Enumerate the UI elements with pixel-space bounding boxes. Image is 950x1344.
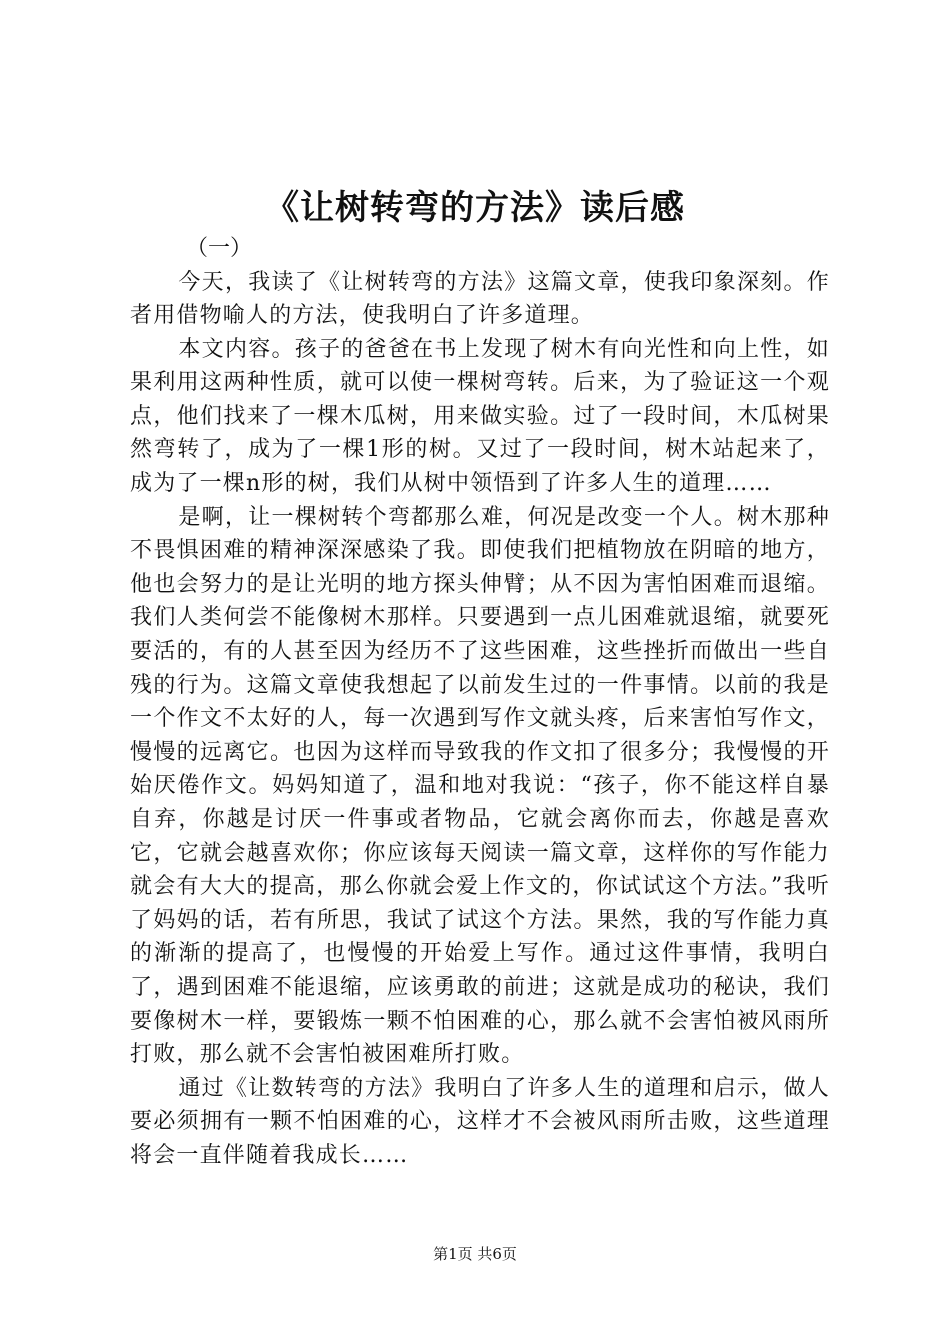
- paragraph-3: 是啊，让一棵树转个弯都那么难，何况是改变一个人。树木那种不畏惧困难的精神深深感染了我。即使我们把植物放在阴暗的地方，他也会努力的是让光明的地方探头伸臂；从不因为害怕困难而退缩。我们人类何尝不能像树木那样。只要遇到一点儿困难就退缩，就要死要活的，有的人甚至因为经历不了这些困难，这些挫折而做出一些自残的行为。这篇文章使我想起了以前发生过的一件事情。以前的我是一个作文不太好的人，每一次遇到写作文就头疼，后来害怕写作文，慢慢的远离它。也因为这样而导致我的作文扣了很多分；我慢慢的开始厌倦作文。妈妈知道了，温和地对我说：“孩子，你不能这样自暴自弃，你越是讨厌一件事或者物品，它就会离你而去，你越是喜欢它，它就会越喜欢你；你应该每天阅读一篇文章，这样你的写作能力就会有大大的提高，那么你就会爱上作文的，你试试这个方法。”我听了妈妈的话，若有所思，我试了试这个方法。果然，我的写作能力真的渐渐的提高了，也慢慢的开始爱上写作。通过这件事情，我明白了，遇到困难不能退缩，应该勇敢的前进；这就是成功的秘诀，我们要像树木一样，要锻炼一颗不怕困难的心，那么就不会害怕被风雨所打败，那么就不会害怕被困难所打败。: [130, 504, 830, 1068]
- section-label: （一）: [186, 236, 253, 261]
- document-body: [130, 232, 830, 1173]
- paragraph-4: 通过《让数转弯的方法》我明白了许多人生的道理和启示，做人要必须拥有一颗不怕困难的心，这样才不会被风雨所击败，这些道理将会一直伴随着我成长……: [130, 1075, 830, 1168]
- page-footer: 第1页 共6页: [433, 1245, 517, 1263]
- paragraph-1: 今天，我读了《让树转弯的方法》这篇文章，使我印象深刻。作者用借物喻人的方法，使我明白了许多道理。: [130, 269, 830, 329]
- document-title: 《让树转弯的方法》读后感: [265, 188, 685, 228]
- paragraph-2: 本文内容。孩子的爸爸在书上发现了树木有向光性和向上性，如果利用这两种性质，就可以使一棵树弯转。后来，为了验证这一个观点，他们找来了一棵木瓜树，用来做实验。过了一段时间，木瓜树果然弯转了，成为了一棵1形的树。又过了一段时间，树木站起来了，成为了一棵n形的树，我们从树中领悟到了许多人生的道理……: [130, 336, 830, 497]
